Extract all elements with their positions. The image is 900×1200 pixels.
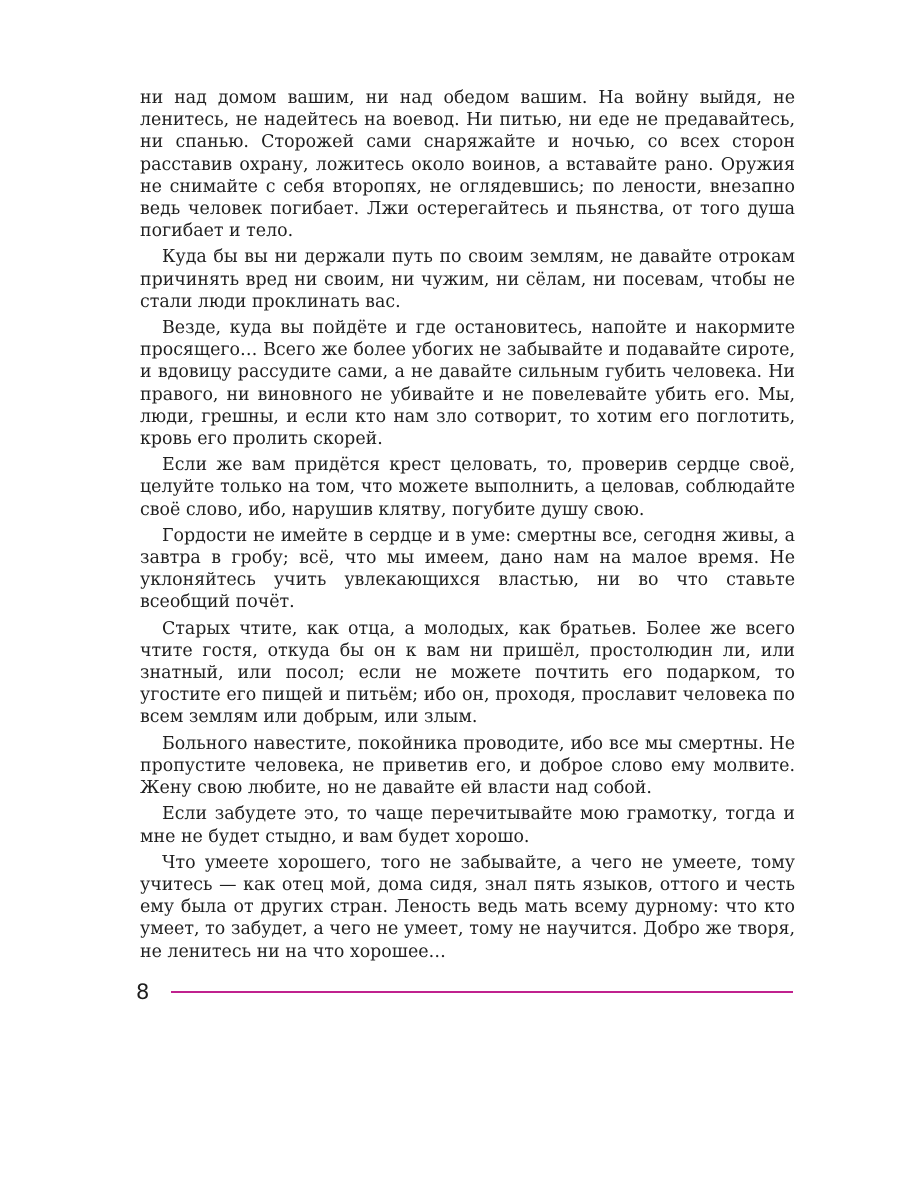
paragraph: Что умеете хорошего, того не забывайте, а чего не умеете, тому учитесь — как отец мой, дома сидя, знал пять языков, оттого и честь ему была от других стран. Леность ведь мать всему дурному: что кто умеет, то забудет, а чего не умеет, тому не научится. Добро же творя, не ленитесь ни на что хорошее… [140,852,795,962]
paragraph: Везде, куда вы пойдёте и где остановитесь, напойте и накормите просящего… Всего же более убогих не забывайте и подавайте сироте, и вдовицу рассудите сами, а не давайте сильным губить человека. Ни правого, ни виновного не убивайте и не повелевайте убить его. Мы, люди, грешны, и если кто нам зло сотворит, то хотим его поглотить, кровь его пролить скорей. [140,318,795,450]
page-footer [136,978,796,1008]
paragraph: Гордости не имейте в сердце и в уме: смертны все, сегодня живы, а завтра в гробу; всё, что мы имеем, дано нам на малое время. Не уклоняйтесь учить увлекающихся властью, ни во что ставьте всеобщий почёт. [140,525,795,613]
paragraph: Куда бы вы ни держали путь по своим землям, не давайте отрокам причинять вред ни своим, ни чужим, ни сёлам, ни посевам, чтобы не стали люди проклинать вас. [140,247,795,312]
paragraph: Больного навестите, покойника проводите, ибо все мы смертны. Не пропустите человека, не приветив его, и доброе слово ему молвите. Жену свою любите, но не давайте ей власти над собой. [140,733,795,799]
paragraph: Старых чтите, как отца, а молодых, как братьев. Более же всего чтите гостя, откуда бы он к вам ни пришёл, простолюдин ли, или знатный, или посол; если не можете почтить его подарком, то угостите его пищей и питьём; ибо он, проходя, прославит человека по всем землям или добрым, или злым. [140,618,795,728]
paragraph: Если же вам придётся крест целовать, то, проверив сердце своё, целуйте только на том, что можете выполнить, а целовав, соблюдайте своё слово, ибо, нарушив клятву, погубите душу свою. [140,455,795,520]
body-text [140,87,795,967]
paragraph: Если забудете это, то чаще перечитывайте мою грамотку, тогда и мне не будет стыдно, и вам будет хорошо. [140,804,795,847]
paragraph: ни над домом вашим, ни над обедом вашим. На войну выйдя, не ленитесь, не надейтесь на воевод. Ни питью, ни еде не предавайтесь, ни спанью. Сторожей сами снаряжайте и ночью, со всех сторон расставив охрану, ложитесь около воинов, а вставайте рано. Оружия не снимайте с себя второпях, не оглядевшись; по лености, внезапно ведь человек погибает. Лжи остерегайтесь и пьянства, от того душа погибает и тело. [140,88,795,242]
footer-divider [171,991,793,993]
page-number: 8 [136,980,150,1004]
